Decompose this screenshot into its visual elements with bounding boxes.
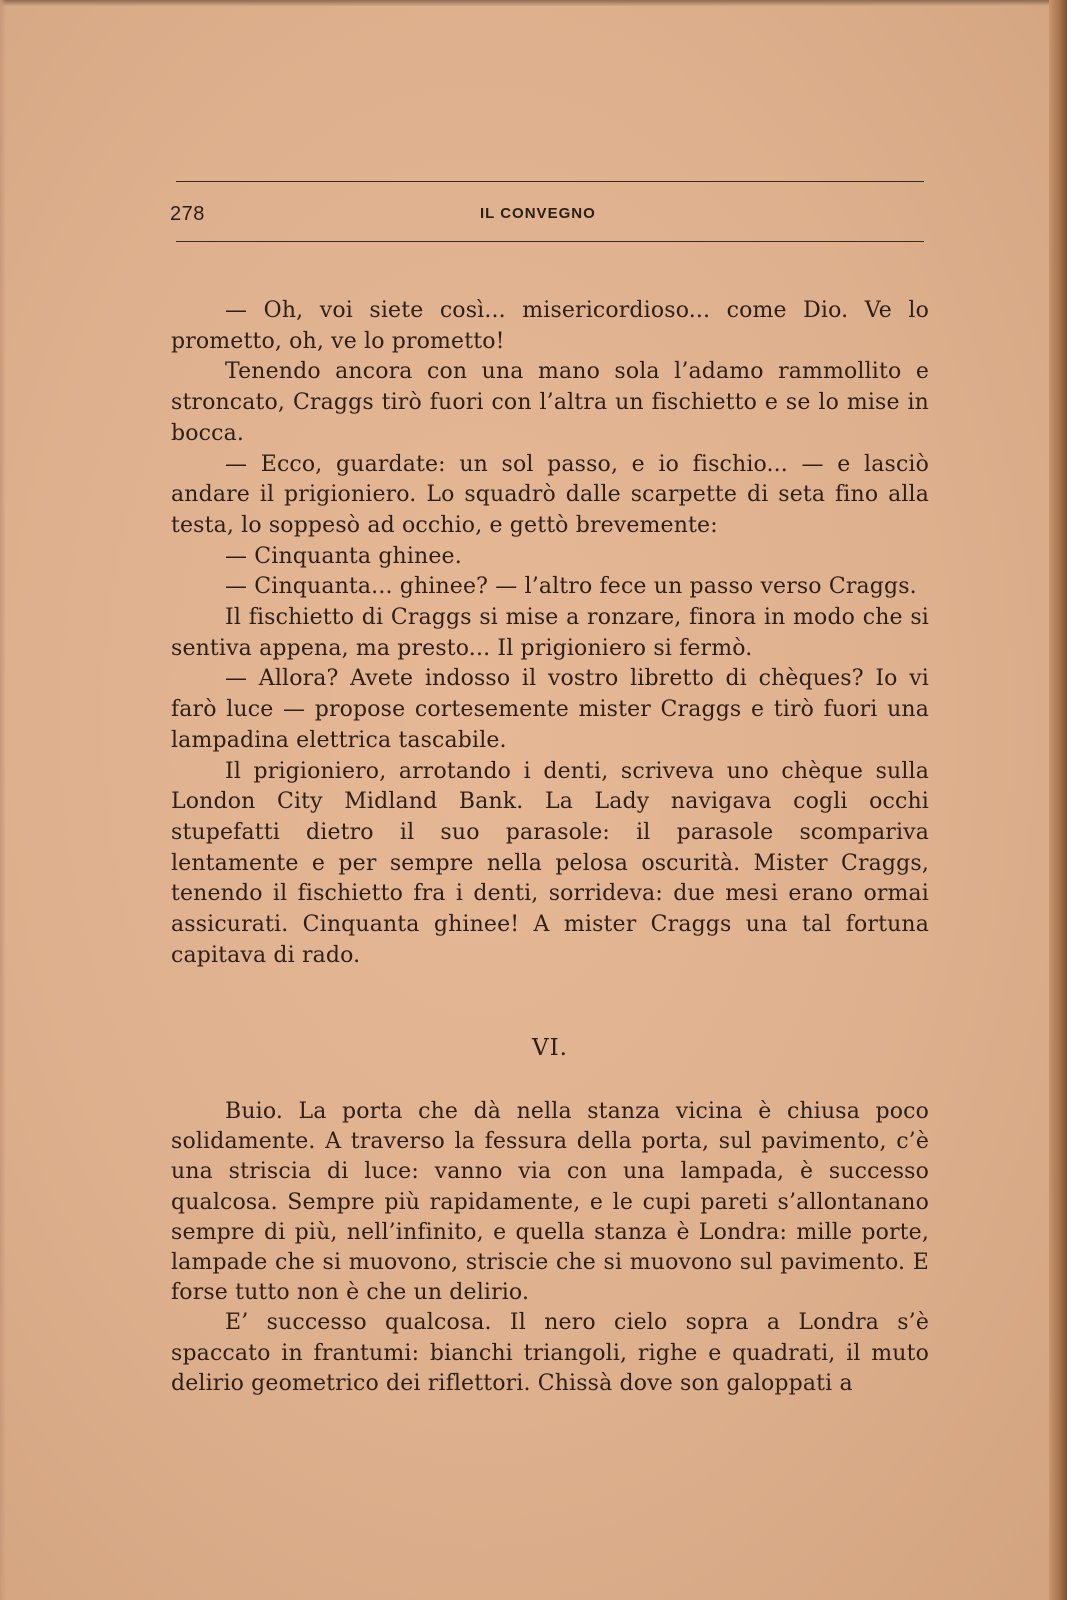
paragraph: — Oh, voi siete così... misericordioso... come Dio. Ve lo prometto, oh, ve lo prometto! [171, 298, 929, 354]
page-number: 278 [170, 203, 205, 225]
paragraph: Buio. La porta che dà nella stanza vicina è chiusa poco solidamente. A traverso la fessura della porta, sul pavimento, c’è una striscia di luce: vanno via con una lampada, è successo qualcosa. Sempre più rapidamente, e le cupi pareti s’allontanano sempre di più, nell’infinito, e quella stanza è Londra: mille porte, lampade che si muovono, striscie che si muovono sul pavimento. E forse tutto non è che un delirio. [171, 1099, 929, 1306]
paragraph: E’ successo qualcosa. Il nero cielo sopra a Londra s’è spaccato in frantumi: bianchi triangoli, righe e quadrati, il muto delirio geometrico dei riflettori. Chissà dove son galoppati a [171, 1310, 929, 1396]
paragraph: — Ecco, guardate: un sol passo, e io fischio... — e lasciò andare il prigioniero. Lo squadrò dalle scarpette di seta fino alla testa, lo soppesò ad occhio, e gettò brevemente: [171, 451, 929, 538]
page-top-edge [0, 0, 1067, 6]
header-rule-bottom [176, 241, 924, 242]
page-right-edge [1049, 0, 1067, 1600]
paragraph: — Cinquanta ghinee. [225, 543, 462, 569]
section-heading: VI. [531, 1035, 568, 1061]
paragraph: — Allora? Avete indosso il vostro libretto di chèques? Io vi farò luce — propose cortesemente mister Craggs e tirò fuori una lampadina elettrica tascabile. [171, 666, 929, 753]
paragraph: Il fischietto di Craggs si mise a ronzare, finora in modo che si sentiva appena, ma presto... Il prigioniero si fermò. [171, 605, 929, 661]
paragraph: Tenendo ancora con una mano sola l’adamo rammollito e stroncato, Craggs tirò fuori con l’altra un fischietto e se lo mise in bocca. [171, 359, 929, 446]
running-title: IL CONVEGNO [480, 205, 596, 222]
page-left-edge [0, 0, 6, 1600]
paragraph: — Cinquanta... ghinee? — l’altro fece un passo verso Craggs. [225, 574, 917, 600]
section-text [171, 1097, 929, 1399]
header-rule-top [176, 181, 924, 182]
main-text [171, 296, 929, 971]
paragraph: Il prigioniero, arrotando i denti, scriveva uno chèque sulla London City Midland Bank. La Lady navigava cogli occhi stupefatti dietro il suo parasole: il parasole scompariva lentamente e per sempre nella pelosa oscurità. Mister Craggs, tenendo il fischietto fra i denti, sorrideva: due mesi erano ormai assicurati. Cinquanta ghinee! A mister Craggs una tal fortuna capitava di rado. [171, 758, 929, 968]
